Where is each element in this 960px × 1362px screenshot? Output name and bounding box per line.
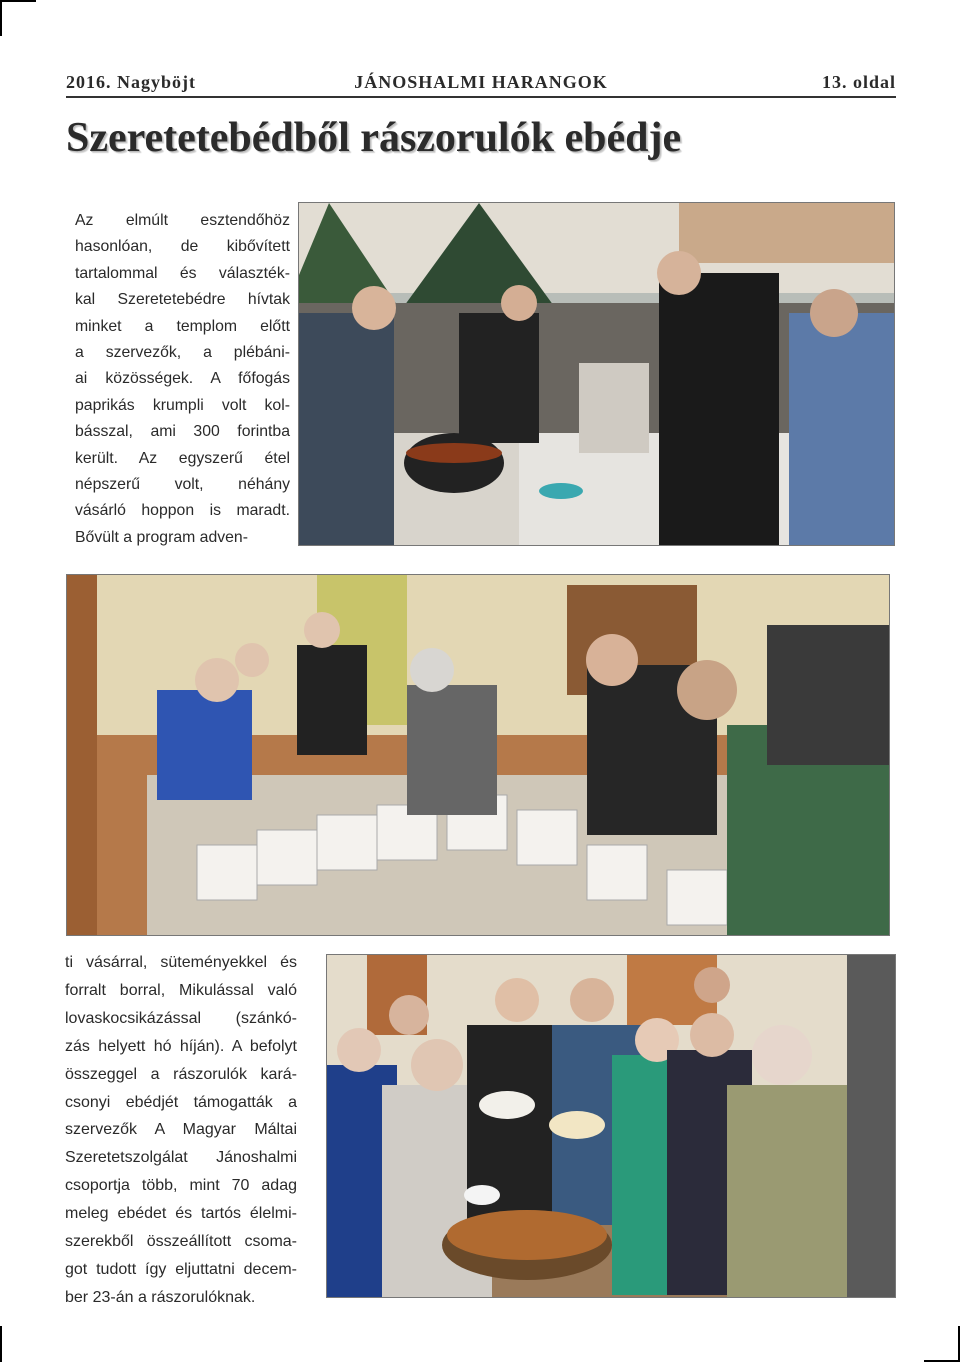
photo-indoor-packaging — [66, 574, 890, 936]
article-text-line: ti vásárral, süteményekkel és — [65, 954, 297, 971]
issue-label: 2016. Nagyböjt — [66, 72, 196, 92]
article-text-line: összeggel a rászorulók kará- — [65, 1065, 297, 1083]
article-text-line: forralt borral, Mikulással való — [65, 981, 297, 999]
page-number: 13. oldal — [821, 72, 896, 92]
article-column-2 — [65, 949, 297, 1312]
article-text-line: került. Az egyszerű étel — [75, 449, 290, 467]
publication-name: JÁNOSHALMI HARANGOK — [354, 72, 608, 92]
article-text-line: minket a templom előtt — [75, 317, 290, 335]
article-text-line: népszerű volt, néhány — [75, 476, 290, 494]
article-text-line: vásárló hoppon is maradt. — [75, 502, 290, 520]
article-text-line: Bővült a program adven- — [75, 528, 248, 546]
article-column-1 — [75, 208, 290, 551]
article-text-line: tartalommal és választék- — [75, 264, 290, 282]
article-text-line: paprikás krumpli volt kol- — [75, 396, 290, 414]
article-text-line: szervezők A Magyar Máltai — [65, 1121, 297, 1139]
header-rule — [66, 96, 896, 98]
article-text-line: lovaskocsikázással (szánkó- — [65, 1009, 297, 1027]
article-text-line: ai közösségek. A főfogás — [75, 370, 290, 388]
crop-mark-bottom-left-v — [0, 1326, 2, 1362]
photo-outdoor-serving — [298, 202, 895, 546]
article-text-line: Az elmúlt esztendőhöz — [75, 212, 290, 229]
article-text-line: básszal, ami 300 forintba — [75, 423, 290, 441]
article-text-line: meleg ebédet és tartós élelmi- — [65, 1205, 297, 1223]
running-header — [66, 72, 896, 98]
crop-mark-top-left-v — [0, 0, 2, 36]
article-text-line: szerekből összeállított csoma- — [65, 1233, 297, 1251]
article-text-line: Szeretetszolgálat Jánoshalmi — [65, 1149, 297, 1167]
article-text-line: got tudott így eljuttatni decem- — [65, 1260, 297, 1278]
crop-mark-top-left-h — [0, 0, 36, 2]
article-text-line: ber 23-án a rászorulóknak. — [65, 1288, 256, 1306]
photo-volunteer-group — [326, 954, 896, 1298]
article-text-line: csoportja több, mint 70 adag — [65, 1177, 297, 1195]
article-text-line: hasonlóan, de kibővített — [75, 238, 290, 256]
article-text-line: zás helyett hó híján). A befolyt — [65, 1037, 297, 1055]
article-text-line: kal Szeretetebédre hívtak — [75, 291, 290, 309]
article-title: Szeretetebédből rászorulók ebédje — [66, 115, 682, 161]
article-text-line: a szervezők, a plébáni- — [75, 344, 290, 362]
article-text-line: csonyi ebédjét támogatták a — [65, 1093, 297, 1111]
